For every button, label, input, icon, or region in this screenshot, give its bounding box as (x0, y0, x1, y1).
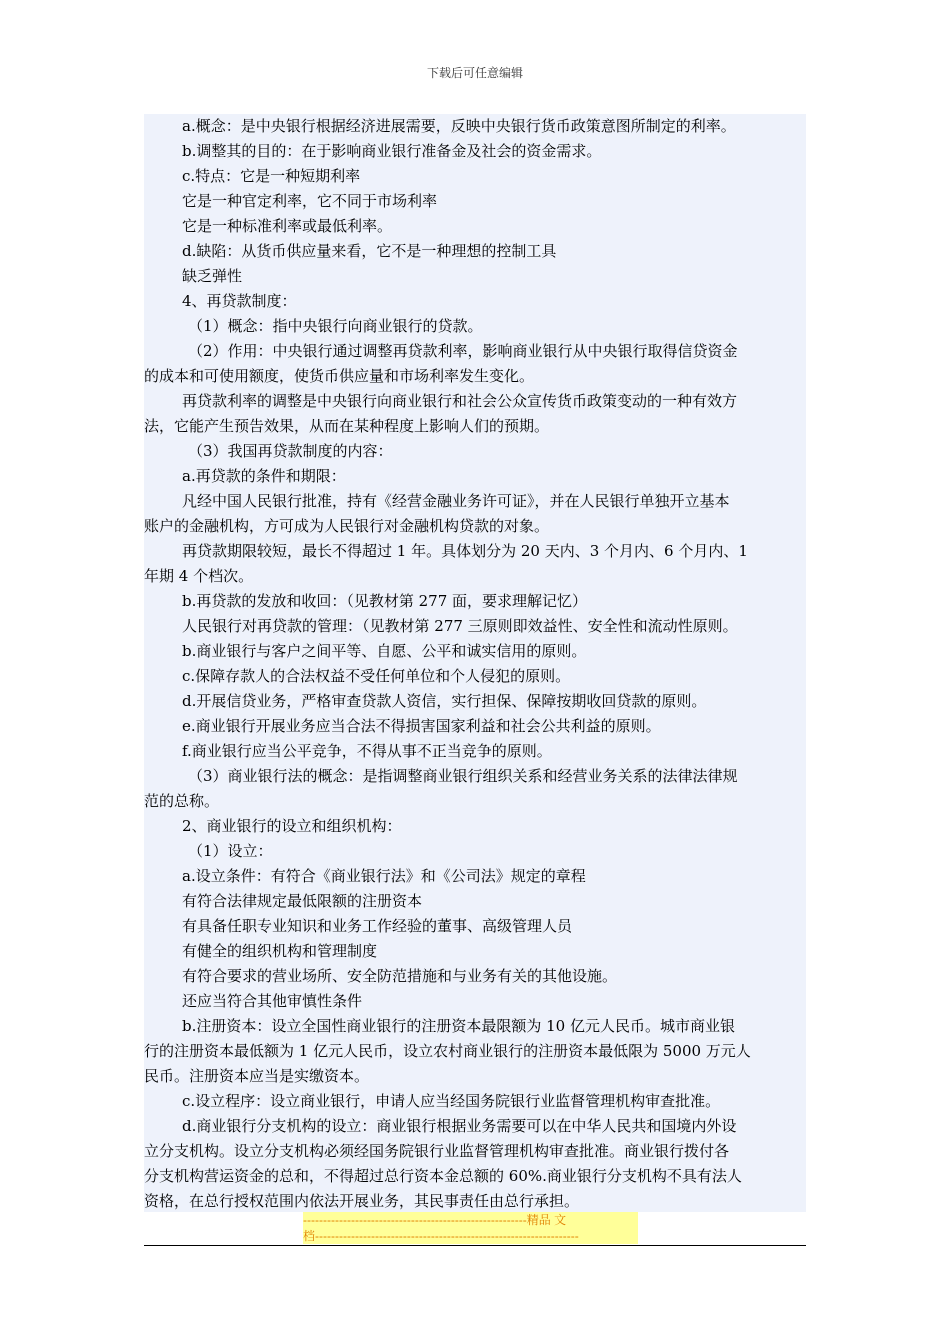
text-line: 再贷款利率的调整是中央银行向商业银行和社会公众宣传货币政策变动的一种有效方 (182, 392, 738, 410)
text-line: 人民银行对再贷款的管理：（见教材第 277 三原则即效益性、安全性和流动性原则。 (182, 617, 738, 635)
text-line: 它是一种标准利率或最低利率。 (182, 217, 393, 235)
text-line: 再贷款期限较短，最长不得超过 1 年。具体划分为 20 天内、3 个月内、6 个月内、1 (182, 542, 748, 560)
text-line: b.注册资本：设立全国性商业银行的注册资本最限额为 10 亿元人民币。城市商业银 (182, 1017, 735, 1035)
text-line: （2）作用：中央银行通过调整再贷款利率，影响商业银行从中央银行取得信贷资金 (188, 342, 738, 360)
text-line: （1）概念：指中央银行向商业银行的贷款。 (188, 317, 483, 335)
page-header: 下载后可任意编辑 (426, 66, 523, 80)
footer-line-2: 档------------------------------------------------------------------ (303, 1229, 579, 1243)
text-line: 4、再贷款制度： (182, 292, 297, 310)
text-line: d.开展信贷业务，严格审查贷款人资信，实行担保、保障按期收回贷款的原则。 (182, 692, 707, 710)
text-line: a.设立条件：有符合《商业银行法》和《公司法》规定的章程 (182, 867, 586, 885)
footer-watermark (303, 1212, 638, 1244)
text-line: a.概念：是中央银行根据经济进展需要，反映中央银行货币政策意图所制定的利率。 (182, 117, 736, 135)
text-line: d.商业银行分支机构的设立：商业银行根据业务需要可以在中华人民共和国境内外设 (182, 1117, 737, 1135)
footer-line-1: --------------------------------------------------------精品 文 (303, 1213, 567, 1227)
text-line: 有具备任职专业知识和业务工作经验的董事、高级管理人员 (182, 917, 573, 935)
text-line: 2、商业银行的设立和组织机构： (182, 817, 402, 835)
text-line: b.调整其的目的：在于影响商业银行准备金及社会的资金需求。 (182, 142, 602, 160)
text-line: a.再贷款的条件和期限： (182, 467, 346, 485)
text-line: f.商业银行应当公平竞争，不得从事不正当竞争的原则。 (182, 742, 552, 760)
text-line: b.再贷款的发放和收回：（见教材第 277 面，要求理解记忆） (182, 592, 588, 610)
text-line: 还应当符合其他审慎性条件 (182, 992, 363, 1010)
text-line: 行的注册资本最低额为 1 亿元人民币，设立农村商业银行的注册资本最低限为 5000 万元人 (144, 1042, 751, 1060)
text-line: b.商业银行与客户之间平等、自愿、公平和诚实信用的原则。 (182, 642, 587, 660)
text-line: 法，它能产生预告效果，从而在某种程度上影响人们的预期。 (144, 417, 550, 435)
text-line: 资格，在总行授权范围内依法开展业务，其民事责任由总行承担。 (144, 1192, 580, 1210)
text-line: 分支机构营运资金的总和，不得超过总行资本金总额的 60%.商业银行分支机构不具有法人 (144, 1167, 742, 1185)
text-line: 有符合法律规定最低限额的注册资本 (182, 892, 423, 910)
text-line: （3）商业银行法的概念：是指调整商业银行组织关系和经营业务关系的法律法律规 (188, 767, 738, 785)
text-line: c.特点：它是一种短期利率 (182, 167, 361, 185)
text-line: （1）设立： (188, 842, 273, 860)
text-line: 年期 4 个档次。 (144, 567, 254, 585)
text-line: （3）我国再贷款制度的内容： (188, 442, 393, 460)
text-line: 有健全的组织机构和管理制度 (182, 942, 378, 960)
text-line: 凡经中国人民银行批准，持有《经营金融业务许可证》，并在人民银行单独开立基本 (182, 492, 730, 510)
text-line: 的成本和可使用额度，使货币供应量和市场利率发生变化。 (144, 367, 535, 385)
text-line: 民币。注册资本应当是实缴资本。 (144, 1067, 370, 1085)
text-line: 它是一种官定利率，它不同于市场利率 (182, 192, 438, 210)
text-line: 立分支机构。设立分支机构必须经国务院银行业监督管理机构审查批准。商业银行拨付各 (144, 1142, 730, 1160)
text-line: d.缺陷：从货币供应量来看，它不是一种理想的控制工具 (182, 242, 557, 260)
text-line: 缺乏弹性 (182, 267, 243, 285)
text-line: 范的总称。 (144, 792, 220, 810)
text-line: 账户的金融机构，方可成为人民银行对金融机构贷款的对象。 (144, 517, 550, 535)
text-line: 有符合要求的营业场所、安全防范措施和与业务有关的其他设施。 (182, 967, 618, 985)
footer-rule (144, 1245, 806, 1246)
text-line: e.商业银行开展业务应当合法不得损害国家利益和社会公共利益的原则。 (182, 717, 661, 735)
text-line: c.保障存款人的合法权益不受任何单位和个人侵犯的原则。 (182, 667, 571, 685)
document-body (144, 114, 806, 1212)
text-line: c.设立程序：设立商业银行，申请人应当经国务院银行业监督管理机构审查批准。 (182, 1092, 721, 1110)
